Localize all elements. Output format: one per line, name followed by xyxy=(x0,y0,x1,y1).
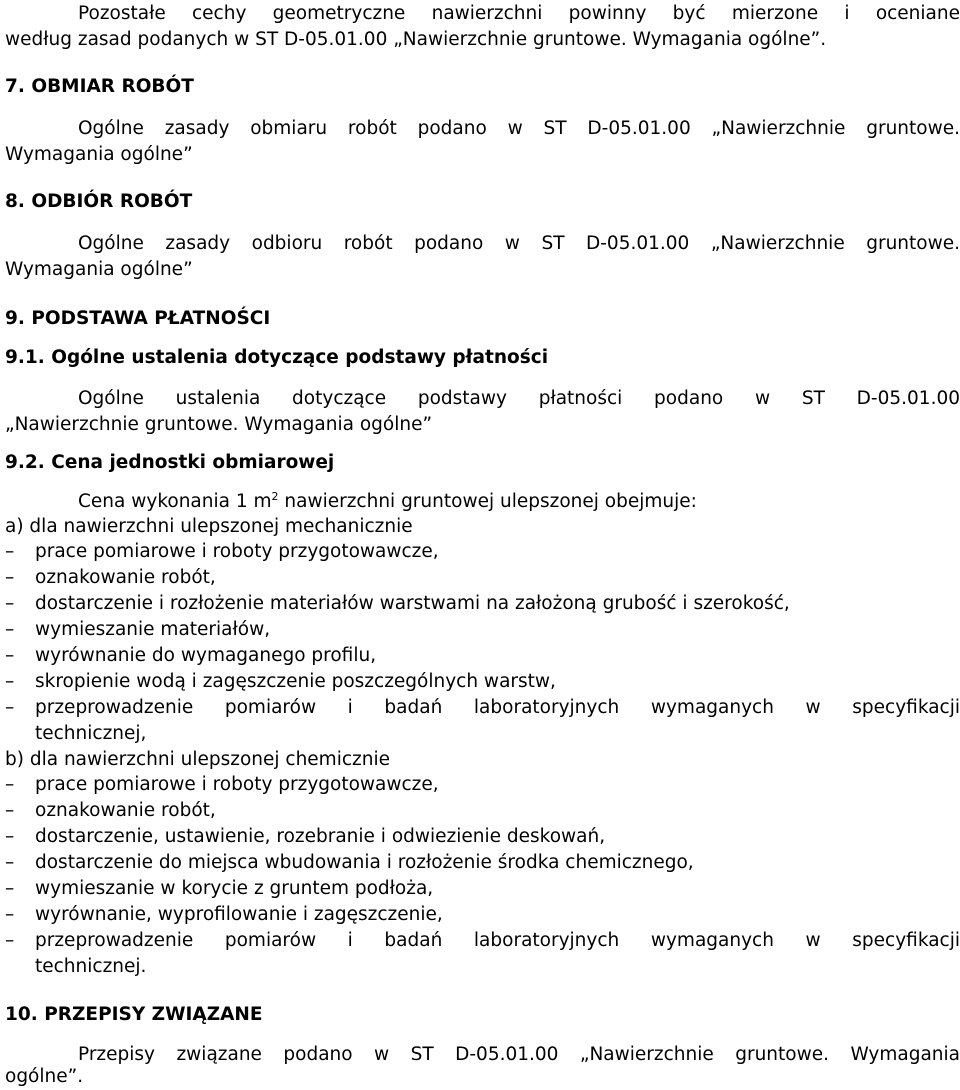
list-item-text: przeprowadzenie pomiarów i badań laboratoryjnych wymaganych w specyfikacji xyxy=(35,697,960,718)
intro-line-2: według zasad podanych w ST D-05.01.00 „Nawierzchnie gruntowe. Wymagania ogólne”. xyxy=(5,29,827,50)
list-item-text: wyrównanie, wyprofilowanie i zagęszczenie, xyxy=(35,904,443,925)
list-item-continuation: technicznej. xyxy=(35,956,147,977)
price-intro xyxy=(5,489,960,515)
list-item-text: przeprowadzenie pomiarów i badań laboratoryjnych wymaganych w specyfikacji xyxy=(35,930,960,951)
dash-bullet: – xyxy=(5,930,15,951)
dash-bullet: – xyxy=(5,671,15,692)
list-item-text: prace pomiarowe i roboty przygotowawcze, xyxy=(35,774,439,795)
list-item-text: dostarczenie, ustawienie, rozebranie i odwiezienie deskowań, xyxy=(35,826,606,847)
list-item-text: oznakowanie robót, xyxy=(35,800,216,821)
list-item xyxy=(5,798,960,824)
section-7-line-2: Wymagania ogólne” xyxy=(5,144,193,165)
group-a-heading: a) dla nawierzchni ulepszonej mechanicznie xyxy=(5,516,413,537)
dash-bullet: – xyxy=(5,619,15,640)
list-item xyxy=(5,902,960,928)
list-item xyxy=(5,824,960,850)
section-9-heading: 9. PODSTAWA PŁATNOŚCI xyxy=(5,308,271,329)
section-8-heading: 8. ODBIÓR ROBÓT xyxy=(5,191,193,212)
section-9-1-line-2: „Nawierzchnie gruntowe. Wymagania ogólne” xyxy=(5,414,433,435)
section-8-line-2: Wymagania ogólne” xyxy=(5,259,193,280)
list-item xyxy=(5,850,960,876)
intro-line-1: Pozostałe cechy geometryczne nawierzchni powinny być mierzone i oceniane xyxy=(78,3,960,24)
section-7-line-1: Ogólne zasady obmiaru robót podano w ST D-05.01.00 „Nawierzchnie gruntowe. xyxy=(78,118,960,139)
dash-bullet: – xyxy=(5,904,15,925)
list-item xyxy=(5,591,960,617)
list-item-text: prace pomiarowe i roboty przygotowawcze, xyxy=(35,541,439,562)
price-intro-text-b: nawierzchni gruntowej ulepszonej obejmuje: xyxy=(278,491,697,512)
list-item xyxy=(5,928,960,954)
list-item xyxy=(5,617,960,643)
price-intro-text-a: Cena wykonania 1 m xyxy=(78,491,272,512)
dash-bullet: – xyxy=(5,878,15,899)
section-9-1-line-1: Ogólne ustalenia dotyczące podstawy płatności podano w ST D-05.01.00 xyxy=(78,388,960,409)
dash-bullet: – xyxy=(5,826,15,847)
list-item xyxy=(5,539,960,565)
list-item-text: dostarczenie do miejsca wbudowania i rozłożenie środka chemicznego, xyxy=(35,852,694,873)
list-item xyxy=(5,772,960,798)
section-7-heading: 7. OBMIAR ROBÓT xyxy=(5,76,194,97)
document-page xyxy=(5,0,960,1090)
list-item-continuation: technicznej, xyxy=(35,723,147,744)
price-intro-superscript: 2 xyxy=(271,490,279,503)
list-item-text: oznakowanie robót, xyxy=(35,567,216,588)
dash-bullet: – xyxy=(5,541,15,562)
dash-bullet: – xyxy=(5,645,15,666)
list-item xyxy=(5,669,960,695)
list-item xyxy=(5,876,960,902)
section-10-line-1: Przepisy związane podano w ST D-05.01.00 „Nawierzchnie gruntowe. Wymagania xyxy=(78,1044,960,1065)
section-8-line-1: Ogólne zasady odbioru robót podano w ST D-05.01.00 „Nawierzchnie gruntowe. xyxy=(78,233,960,254)
section-9-1-heading: 9.1. Ogólne ustalenia dotyczące podstawy płatności xyxy=(5,347,549,368)
list-item-text: skropienie wodą i zagęszczenie poszczególnych warstw, xyxy=(35,671,556,692)
dash-bullet: – xyxy=(5,567,15,588)
dash-bullet: – xyxy=(5,593,15,614)
section-10-line-2: ogólne”. xyxy=(5,1066,84,1087)
list-item-text: wymieszanie w korycie z gruntem podłoża, xyxy=(35,878,434,899)
list-item xyxy=(5,695,960,721)
dash-bullet: – xyxy=(5,800,15,821)
dash-bullet: – xyxy=(5,852,15,873)
section-10-heading: 10. PRZEPISY ZWIĄZANE xyxy=(5,1004,263,1025)
list-item-text: wyrównanie do wymaganego profilu, xyxy=(35,645,377,666)
list-item xyxy=(5,565,960,591)
list-item xyxy=(5,643,960,669)
list-item-text: wymieszanie materiałów, xyxy=(35,619,271,640)
section-9-2-heading: 9.2. Cena jednostki obmiarowej xyxy=(5,452,335,473)
dash-bullet: – xyxy=(5,697,15,718)
group-b-heading: b) dla nawierzchni ulepszonej chemicznie xyxy=(5,749,390,770)
dash-bullet: – xyxy=(5,774,15,795)
list-item-text: dostarczenie i rozłożenie materiałów warstwami na założoną grubość i szerokość, xyxy=(35,593,790,614)
